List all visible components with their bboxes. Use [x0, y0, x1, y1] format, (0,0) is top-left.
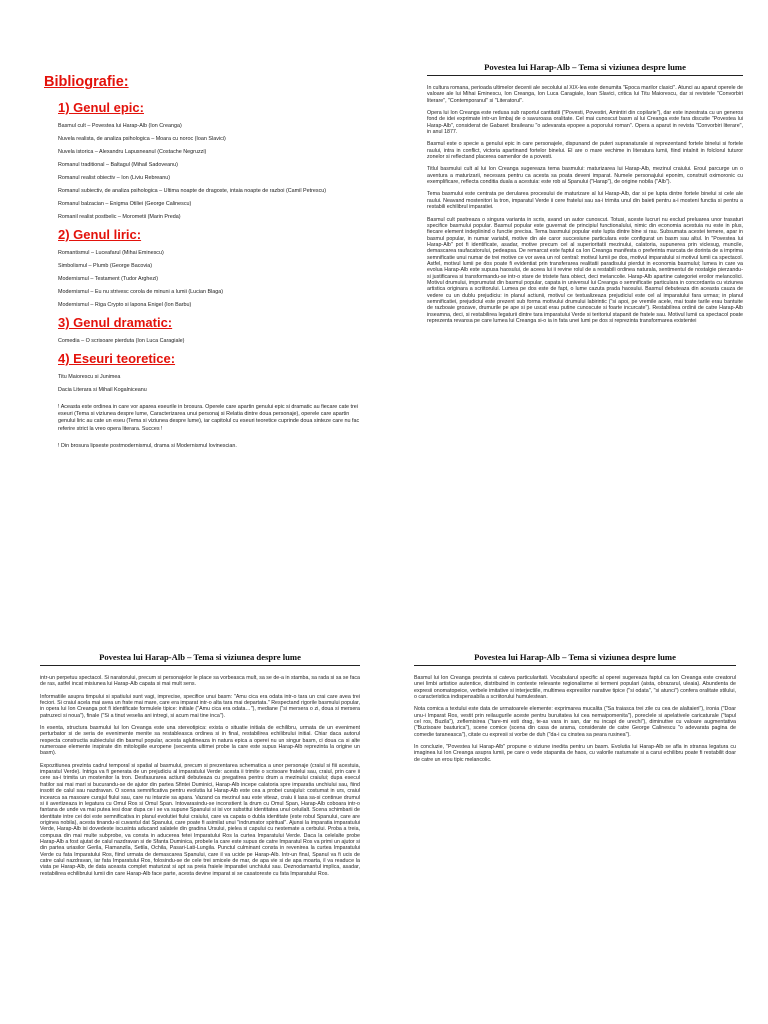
- bib-item: Comedia – O scrisoare pierduta (Ion Luca Caragiale): [58, 338, 185, 344]
- paragraph: In esenta, structura basmului lui Ion Creanga este una stereotipica: exista o situatie initiala de echilibru, urmata de un eveniment perturbator si de seria de evenimente menite sa restableasca ordinea si in final, restabilirea echilibrului initial. Chiar daca autorul respecta constructia subiectului din basmul popular, acesta aglutineaza in natura epica a operei nu un singur basm, ci doua ca si alte numeroase elemente inspirate din mitologiile europene (secventa ultimei probe la care este supus Harap-Alb reprezinta la origine un basm).: [40, 725, 360, 757]
- bibliography-page: [30, 62, 378, 542]
- paragraph: Expozitiunea prezinta cadrul temporal si spatial al basmului, precum si prezentarea schematica a unor personaje (craiul si fiii acestuia, imparatul Verde). Intriga va fi generata de un prejudiciu al imparatului Verde: acesta ii trimite o scrisoare fratelui sau, craiul, prin care ii cere sa-i trimita un mostenitor la tron. Desfasurarea actiunii debuteaza cu pregatirea pentru drum a mezinului craiului; dupa esecul fratilor sai mai mari si bucurandu-se de ajutor din partea Sfintei Duminici, Harap-Alb incepe calatoria spre imparatia unchiului sau, fiind insotit de calul sau nazdravan. O scena semnificativa pentru evolutia lui Harap-Alb este cea a probei curajului: costumat in urs, craiul incearca sa masoare curajul fiului sau, care nu intarzie sa apara. Vazand ca mezinul sau este viteaz, craiu ii lasa sa-si continue drumul si ii avertizeaza in legatura cu Omul Ros si Omul Span. Intovarasindu-se inconstient la drum cu Omul Span, Harap-Alb coboara intr-o fantana de unde va mai putea iesi doar dupa ce i se va supune Spanului si isi vor substitui identitatea unul celuilalt. Scena schimbarii de identitate intre cei doi este semnificativa in planul evolutiei fiului craiului, care va capata o dubla identitate (este robul Spanului, care are originea nobila), acesta tinandu-si cuvantul dat Spanului, care poate fi asimilat unui "indrumator spiritual". Ajunsi la imparatia imparatului Verde, Harap-Alb isi dovedeste iscusinta aducand salatele din gradina Ursului, pielea si capului cu nestemate a cerbului. Proba a treia, compusa din mai multe subprobe, va consta in aducerea fetei Imparatului Ros la curtea Imparatului Verde. Daca la celelalte probe Harap-Alb a fost ajutat de calul nazdravan si de Sfanta Duminica, probele la care este supus de catre Imparatul Ros va primi un ajutor si din partea uriasilor Gerila, Flamanzila, Setila, Ochila, Pasari-Lati-Lungila. Punctul culminant consta in revenirea la curtea Imparatului Verde cu fata Imparatului Ros, fiind urmata de demascarea Spanului, care il va ucide pe Harap-Alb. Intr-un final, Spanul va fi ucis de catre calul nazdravan, iar fata Imparatului Ros, folosindu-se de cele trei smicele de mar, de apa vie si de apa moarta, il va readuce la viata pe Harap-Alb, de data aceasta complet maturizat si apt sa preia fraiele imparatiei unchiului sau. Deznodamantul implica, asadar, restabilirea echilibrului lumii din care Harap-Alb face parte, acesta devine imparat si se casatoreste cu fata Imparatului Ros.: [40, 762, 360, 877]
- page-title: Povestea lui Harap-Alb – Tema si viziunea despre lume: [40, 652, 360, 666]
- bib-item: Romanul subiectiv, de analiza psihologica – Ultima noapte de dragoste, intaia noapte de razboi (Camil Petrescu): [58, 188, 327, 194]
- bib-item: Romanul traditional – Baltagul (Mihail Sadoveanu): [58, 162, 178, 168]
- bib-item: Dacia Literara si Mihail Kogalniceanu: [58, 387, 147, 393]
- paragraph: Informatiile asupra timpului si spatiului sunt vagi, imprecise, specifice unui basm: "Amu cica era odata intr-o tara un crai care avea trei feciori. Si craiul acela mai avea un frate mai mare, care era imparat intr-o alta tara mai departata." Respectand rigorile basmului popular, in opera lui Ion Creanga pot fi identificate formulele tipice: initiale ("Amu cica era odata…"), mediane ("si mersera o zi, doua si mersera patruzeci si noua"), finale ("Si a tinut veselia ani intregi, si acum mai tine inca").: [40, 693, 360, 719]
- essay-page-3: [414, 652, 736, 812]
- bib-item: Romantismul – Luceafarul (Mihai Eminescu): [58, 250, 164, 256]
- bib-item: Nuvela realista, de analiza psihologica – Moara cu noroc (Ioan Slavici): [58, 136, 226, 142]
- paragraph: In concluzie, "Povestea lui Harap-Alb" propune o viziune inedita pentru un basm. Evolutia lui Harap-Alb se afla in stransa legatura cu imaginea lui Ion Creanga asupra lumii, pe care o vede stapanita de haos, cu valorile rasturnate si a carui echilibru poate fi restabilit doar de catre un erou tipic melancolic.: [414, 744, 736, 763]
- paragraph: In cultura romana, perioada ultimelor decenii ale secolului al XIX-lea este denumita "Epoca marilor clasici". Atunci au aparut operele de valoare ale lui Mihai Eminescu, Ion Creanga, Ion Luca Caragiale, Ioan Slavici, critica lui Titu Maiorescu, dar si revistele "Convorbiri literare", "Contemporanul" si "Literatorul".: [427, 85, 743, 104]
- paragraph: Nota comica a textului este data de urmatoarele elemente: exprimarea mucalita ("Sa traiasca trei zile cu cea de alaltaieri"), ironia ("Doar unu-i Imparat Ros, vestit prin reilaugurile aceste pentru buruitatea lui cea nemaipomenita"), poreclele si apelativele caricaturale ("tapul cel ros, Buzila"), zeflemisirea ("tare-mi esti drag, te-as vara in san, dar nu incapi de urechi"), diminutive cu valoare augmentativa ("Buzisoare bauturica"), scene comice (scena din casa de arama, considerate de catre George Calinescu "o adevarata pagina de comedie taraneasca"), citate cu expresii si vorbe de duh ("da-i cu cinstea sa peara rusinea").: [414, 706, 736, 738]
- bib-item: Modernismul – Testament (Tudor Arghezi): [58, 276, 159, 282]
- bibliography-title: Bibliografie:: [44, 74, 129, 90]
- section-heading-liric: 2) Genul liric:: [58, 227, 142, 242]
- bib-item: Nuvela istorica – Alexandru Lapusneanul (Costache Negruzzi): [58, 149, 207, 155]
- section-heading-epic: 1) Genul epic:: [58, 100, 144, 115]
- bib-item: Modernismul – Riga Crypto si lapona Enigel (Ion Barbu): [58, 302, 192, 308]
- essay-page-1: [427, 62, 743, 597]
- page-title: Povestea lui Harap-Alb – Tema si viziunea despre lume: [427, 62, 743, 76]
- bib-item: Titu Maiorescu si Junimea: [58, 374, 121, 380]
- paragraph: Basmul cult pastreaza o singura varianta in scris, avand un autor cunoscut. Totusi, aceste lucruri nu exclud preluarea unor trasaturi specifice basmului popular. Basmul popular este guvernat de principiul functionalului, nimic din economia acestuia nu este in plus, fiecare element indeplinind o functie precisa. Tema basmului popular este lupta dintre bine si rau. Subsumata acestei temere, apar in basmul popular, in numar variabil, motive din ale caror succesiune particulara este configurat un basm sau altul. In "Povestea lui Harap-Alb" pot fi identificate, asadar, motive precum cel al superioritatii mezinului, calatoria, supunerea prin viclesug, muncile, demascarea raufacatorului, pedeapsa. De remarcat este faptul ca Ion Creanga manifesta o preferinta marcata de dorinta de a imprima semnificatie unui numar de trei motive ce vor avea un rol central: motivul lumii pe dos, motivul imparatului si motivul lumii ca spectacol. Astfel, motivul lumii pe dos poate fi evidentiat prin transferarea realitatii paradisului pierdut in economia basmului; lumea in care va evolua Harap-Alb este supusa haosului, de aceea lui ii revine rolul de a restabili ordinea naturala, sentimentul de nostalgie pierzandu-si justificarea si transformandu-se intr-o stare de tristete fara obiect, deci melancolie. Harap-Alb apartine categoriei eroilor melancolici. Motivul drumului, imprumutat din basmul popular, capata in universul lui Creanga o semnificatie particulara in concordanta cu viziunea artistica originara a scriitorului. Lumea pe dos este de fapt, o lume cazuta prada haosului. Basmul debuteaza din aceasta cauza de vedere cu un dublu prejudiciu: in planul actiunii, motivul ce textualizeaza prejudiciul este cel al imparatului fara urmas; in planul semnificatiei, prejudiciul este prezent sub forma motivului drumului labirintic ("si apoi, pe vremile acele, mai toate tarile erau bantuite de razboaie grozave, drumurile pe ape si pe uscat erau putine cunoscute si foarte incurcate"). Restabilirea ordinii de catre Harap-Alb inseamna, deci, si restabilirea legaturii dintre tara imparatului Verde si teritoriul stapanit de fratele sau. Motivul lumii ca spectacol poate reprezenta revansa pe care lumea lui Creanga si-o ia in fata unei lumi pe dos si reprezinta transformarea existentei: [427, 216, 743, 324]
- bib-item: Romanil realist postbelic – Morometii (Marin Preda): [58, 214, 181, 220]
- section-heading-eseuri: 4) Eseuri teoretice:: [58, 351, 176, 366]
- bib-item: Modernismul – Eu nu strivesc corola de minuni a lumii (Lucian Blaga): [58, 289, 224, 295]
- bib-item: Simbolismul – Plumb (George Bacovia): [58, 263, 153, 269]
- bib-item: Romanul realist obiectiv – Ion (Liviu Rebreanu): [58, 175, 171, 181]
- section-heading-dramatic: 3) Genul dramatic:: [58, 315, 173, 330]
- bib-item: Romanul balzacian – Enigma Otiliei (George Calinescu): [58, 201, 192, 207]
- paragraph: Basmul lui Ion Creanga prezinta si cateva particularitati. Vocabularul specific al operei sugereaza faptul ca Ion Creanga este creatorul unei limbi artistice autentice, distribuind in contexte relevante regionalisme si termeni populari (aista, obrazarul, uleaia). Abundenta de expresii onomatopeice, verbele imitative si interjectiile, multimea expresiilor narative tipice ("si odata", "si atunci") confera oralitate stilului, o caracteristica indispensabila a scriitorului humulestean.: [414, 675, 736, 701]
- paragraph: intr-un perpetuu spectacol. Si naratorului, precum si personajelor le place sa vorbeasca mult, sa se de-a in stamba, sa rada si sa se faca de ras, astfel incat misiunea lui Harap-Alb capata si mai mult sens.: [40, 675, 360, 688]
- paragraph: Titlul basmului cult al lui Ion Creanga sugereaza tema basmului: maturizarea lui Harap-Alb, mezinul craiului. Eroul parcurge un o aventura a maturizarii, necesara pentru ca acesta sa poata deveni imparat. Numele personajului eponim, construit oximoronic cu exemplificare, reflecta conditia duala a acestuia: este rob al Spanului ("Harap"), de origine nobila ("Alb").: [427, 166, 743, 186]
- paragraph: Opera lui Ion Creanga este redusa sub raportul cantitatii ("Povesti, Povestiri, Amintiri din copilarie"), dar este inzestrata cu un generos fond de idei exprimate intr-un limbaj de o savuroasa oralitate. Cel mai cunoscut basm al lui Creanga este fara discutie "Povestea lui Harap-Alb", considerat de Gabaret Ibraileanu "o adevarata epopee a poporului roman". Opera a aparut in revista "Convorbiri literare", in anul 1877.: [427, 110, 743, 136]
- page-title: Povestea lui Harap-Alb – Tema si viziunea despre lume: [414, 652, 736, 666]
- paragraph: Tema basmului este centrata pe derularea procesului de maturizare al lui Harap-Alb, dar si pe lupta dintre fortele binelui si cele ale raului. Neavand mostenitori la tron, imparatul Verde ii cere fratelui sau sa-i trimita unul din baieti pentru a-i mosteni functia si pentru a restabili echilibrul imparatiei.: [427, 191, 743, 211]
- bib-item: Basmul cult – Povestea lui Harap-Alb (Ion Creanga): [58, 123, 182, 129]
- bibliography-note: ! Aceasta este ordinea in care vor aparea eseurile in brosura. Operele care apartin genului epic si dramatic au fiecare cate trei eseuri (Tema si viziunea despre lume, Caracterizarea unui personaj si Relatia dintre doua personaje), operele care apartin genului liric au cate un eseu (Tema si viziunea despre lume), iar capitolul cu eseuri teoretice cuprinde doua sinteze care nu fac referire strict la vreo opera literara. Succes !: [58, 404, 360, 432]
- bibliography-note: ! Din brosura lipseste postmodernismul, drama si Modernismul lovinescian.: [58, 442, 237, 449]
- essay-page-2: [40, 652, 360, 1024]
- paragraph: Basmul este o specie a genului epic in care personajele, dispunand de puteri supranaturale si reprezentand fortele binelui si fortele raului, intra in conflict, victoria apartinand fortelor binelui. El are o mare vechime in literatura lumii, fiind intalnit in folclorul tuturor zonelor si reflectand placerea oamenilor de a povesti.: [427, 141, 743, 161]
